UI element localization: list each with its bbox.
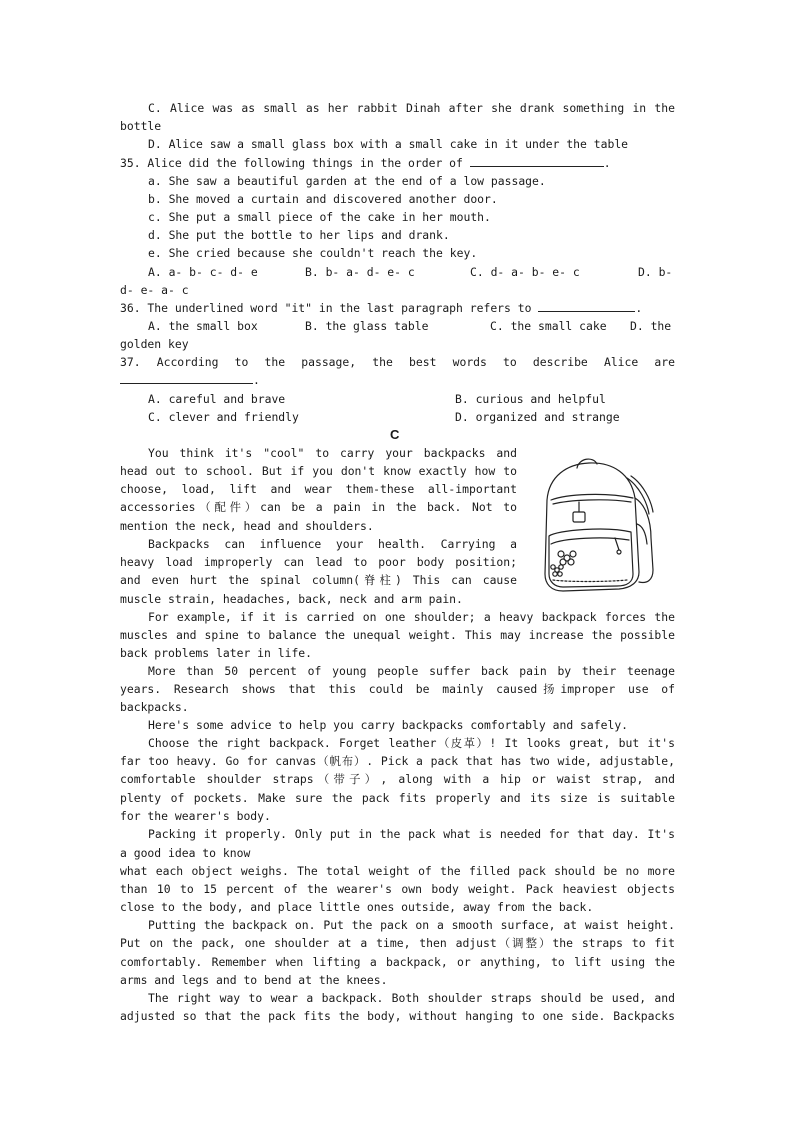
passage-line-7: heavy load improperly can lead to poor body position; (120, 555, 517, 569)
passage-line-24: what each object weighs. The total weight of the filled pack should be no more (120, 864, 675, 878)
passage-line-12: back problems later in life. (120, 646, 313, 660)
q35-item-c: c. She put a small piece of the cake in her mouth. (148, 210, 491, 224)
q35-item-a: a. She saw a beautiful garden at the end of a low passage. (148, 174, 546, 188)
q37-answer-line (120, 373, 675, 387)
passage-line-25: than 10 to 15 percent of the wearer's own body weight. Pack heaviest objects (120, 882, 675, 896)
passage-line-5: mention the neck, head and shoulders. (120, 519, 374, 533)
q36-stem (120, 301, 675, 315)
q37-option-a: A. careful and brave (148, 392, 286, 406)
passage-line-32: adjusted so that the pack fits the body, without hanging to one side. Backpacks (120, 1009, 675, 1023)
q36-stem-end: . (635, 301, 643, 315)
passage-line-27: Putting the backpack on. Put the pack on a smooth surface, at waist height. (148, 918, 675, 932)
q35-stem-text: 35. Alice did the following things in the order of (120, 156, 463, 170)
passage-line-26: close to the body, and place little ones outside, away from the back. (120, 900, 594, 914)
q34-option-d: D. Alice saw a small glass box with a small cake in it under the table (148, 137, 629, 151)
q36-option-a: A. the small box (148, 319, 258, 333)
q35-option-c: C. d- a- b- e- c (470, 265, 580, 279)
passage-line-28: Put on the pack, one shoulder at a time, then adjust（调整）the straps to fit (120, 936, 675, 950)
q36-answer-blank[interactable] (538, 301, 635, 312)
q35-stem-end: . (603, 156, 611, 170)
passage-line-23: a good idea to know (120, 846, 251, 860)
q36-option-b: B. the glass table (305, 319, 429, 333)
q35-item-e: e. She cried because she couldn't reach the key. (148, 246, 478, 260)
passage-line-21: for the wearer's body. (120, 809, 271, 823)
passage-line-17: Choose the right backpack. Forget leather（皮革）! It looks great, but it's (148, 736, 675, 750)
passage-line-6: Backpacks can influence your health. Carrying a (148, 537, 517, 551)
passage-line-30: arms and legs and to bend at the knees. (120, 973, 388, 987)
q36-option-c: C. the small cake (490, 319, 607, 333)
q34-option-c-line1: C. Alice was as small as her rabbit Dinah after she drank something in the (148, 101, 675, 115)
q35-option-a: A. a- b- c- d- e (148, 265, 258, 279)
passage-line-8: and even hurt the spinal column(脊柱) This can cause (120, 573, 517, 587)
q37-option-b: B. curious and helpful (455, 392, 606, 406)
passage-line-15: backpacks. (120, 700, 189, 714)
q35-stem (120, 156, 675, 170)
passage-line-22: Packing it properly. Only put in the pack what is needed for that day. It's (148, 827, 675, 841)
q36-stem-text: 36. The underlined word "it" in the last paragraph refers to (120, 301, 532, 315)
q37-stem-end: . (253, 373, 260, 387)
passage-line-29: comfortably. Remember when lifting a backpack, or anything, to lift using the (120, 955, 675, 969)
q37-stem: 37. According to the passage, the best words to describe Alice are (120, 355, 675, 369)
backpack-illustration (527, 454, 662, 600)
q35-option-d-cont: d- e- a- c (120, 283, 189, 297)
passage-line-14: years. Research shows that this could be mainly caused扬improper use of (120, 682, 675, 696)
passage-line-11: muscles and spine to balance the unequal weight. This may increase the possible (120, 628, 675, 642)
q35-option-b: B. b- a- d- e- c (305, 265, 415, 279)
passage-line-18: far too heavy. Go for canvas（帆布）. Pick a pack that has two wide, adjustable, (120, 754, 675, 768)
q37-option-d: D. organized and strange (455, 410, 620, 424)
passage-line-10: For example, if it is carried on one shoulder; a heavy backpack forces the (148, 610, 675, 624)
passage-line-20: plenty of pockets. Make sure the pack fits properly and its size is suitable (120, 791, 675, 805)
passage-line-31: The right way to wear a backpack. Both shoulder straps should be used, and (148, 991, 675, 1005)
q35-item-d: d. She put the bottle to her lips and drank. (148, 228, 450, 242)
q36-option-d-cont: golden key (120, 337, 189, 351)
passage-line-3: choose, load, lift and wear them-these all-important (120, 482, 517, 496)
q35-item-b: b. She moved a curtain and discovered another door. (148, 192, 498, 206)
section-title: C (390, 427, 400, 442)
passage-line-13: More than 50 percent of young people suffer back pain by their teenage (148, 664, 675, 678)
passage-line-16: Here's some advice to help you carry backpacks comfortably and safely. (148, 718, 629, 732)
q34-option-c-line2: bottle (120, 119, 162, 133)
q35-option-d: D. b- (638, 265, 673, 279)
q36-option-d: D. the (630, 319, 672, 333)
q37-option-c: C. clever and friendly (148, 410, 299, 424)
q35-answer-blank[interactable] (470, 156, 604, 167)
passage-line-4: accessories（配件）can be a pain in the back. Not to (120, 500, 517, 514)
flower-decoration (551, 551, 576, 576)
passage-line-9: muscle strain, headaches, back, neck and arm pain. (120, 592, 463, 606)
q37-answer-blank[interactable] (120, 373, 253, 384)
passage-line-1: You think it's "cool" to carry your backpacks and (148, 446, 517, 460)
passage-line-2: head out to school. But if you don't know exactly how to (120, 464, 517, 478)
passage-line-19: comfortable shoulder straps（带子）, along with a hip or waist strap, and (120, 772, 675, 786)
